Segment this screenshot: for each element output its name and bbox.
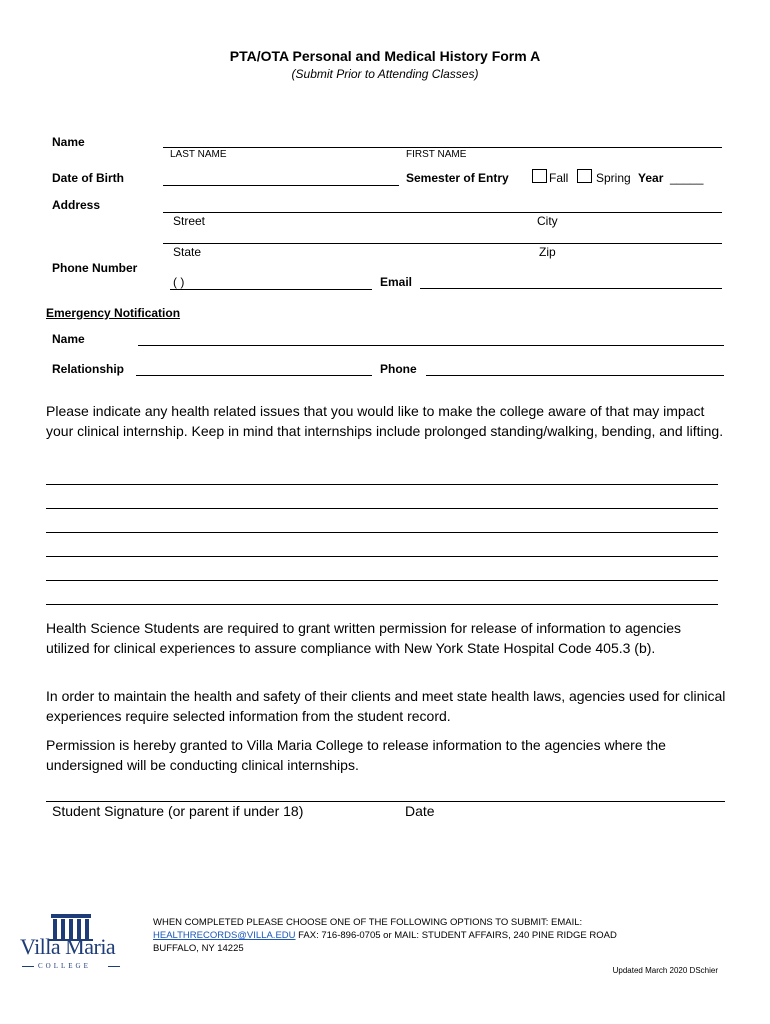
- villa-maria-logo: [18, 912, 126, 974]
- phone-area-code[interactable]: ( ): [173, 275, 185, 289]
- signature-line[interactable]: [46, 801, 725, 802]
- logo-name: Villa Maria: [20, 934, 116, 959]
- health-records-email-link[interactable]: HEALTHRECORDS@VILLA.EDU: [153, 930, 296, 941]
- health-answer-line-1[interactable]: [46, 484, 718, 485]
- semester-label: Semester of Entry: [406, 171, 509, 185]
- year-label: Year: [638, 171, 664, 185]
- last-name-caption: LAST NAME: [170, 149, 227, 160]
- release-paragraph-2: In order to maintain the health and safety of their clients and meet state health laws, agencies used for clinical experiences require selected information from the student record.: [46, 688, 726, 724]
- logo-rule-right: [108, 966, 120, 967]
- fall-checkbox[interactable]: [532, 169, 547, 183]
- student-signature-label: Student Signature (or parent if under 18): [52, 803, 304, 819]
- zip-caption: Zip: [539, 245, 556, 259]
- logo-rule-left: [22, 966, 34, 967]
- release-paragraph-1: Health Science Students are required to grant written permission for release of information to agencies utilized for clinical experiences to assure compliance with New York State Hospital Code 405.3 (b).: [46, 620, 682, 656]
- release-paragraph-3: Permission is hereby granted to Villa Maria College to release information to the agencies where the undersigned will be conducting clinical internships.: [46, 737, 666, 773]
- form-subtitle: (Submit Prior to Attending Classes): [291, 67, 479, 81]
- footer-city: BUFFALO, NY 14225: [153, 943, 244, 954]
- health-answer-line-6[interactable]: [46, 604, 718, 605]
- emergency-phone-line[interactable]: [426, 375, 724, 376]
- spring-checkbox[interactable]: [577, 169, 592, 183]
- emergency-heading: Emergency Notification: [46, 306, 181, 320]
- address-label: Address: [52, 198, 101, 212]
- email-field-line[interactable]: [420, 288, 722, 289]
- phone-field-line[interactable]: [170, 289, 372, 290]
- name-label: Name: [52, 135, 85, 149]
- footer-fax-mail: FAX: 716-896-0705 or MAIL: STUDENT AFFAIRS, 240 PINE RIDGE ROAD: [295, 930, 617, 941]
- footer-instructions: WHEN COMPLETED PLEASE CHOOSE ONE OF THE FOLLOWING OPTIONS TO SUBMIT: EMAIL:: [153, 917, 583, 928]
- health-answer-line-2[interactable]: [46, 508, 718, 509]
- relationship-label: Relationship: [52, 362, 125, 376]
- logo-college-row: [22, 962, 122, 972]
- emergency-name-label: Name: [52, 332, 85, 346]
- spring-label: Spring: [596, 171, 631, 185]
- street-city-line[interactable]: [163, 212, 722, 213]
- dob-label: Date of Birth: [52, 171, 124, 185]
- relationship-line[interactable]: [136, 375, 372, 376]
- footer-contact-line: [153, 929, 617, 942]
- health-answer-line-4[interactable]: [46, 556, 718, 557]
- health-answer-line-3[interactable]: [46, 532, 718, 533]
- emergency-phone-label: Phone: [380, 362, 417, 376]
- state-caption: State: [173, 245, 202, 259]
- logo-college: COLLEGE: [38, 962, 91, 970]
- health-prompt: Please indicate any health related issues that you would like to make the college aware of that may impact your clinical internship. Keep in mind that internships include prolonged standing/walking, bending, and lifting.: [46, 403, 724, 439]
- fall-label: Fall: [549, 171, 569, 185]
- name-field-line[interactable]: [163, 147, 722, 148]
- street-caption: Street: [173, 214, 206, 228]
- dob-field-line[interactable]: [163, 185, 399, 186]
- emergency-name-line[interactable]: [138, 345, 724, 346]
- date-label: Date: [405, 803, 435, 819]
- form-title: PTA/OTA Personal and Medical History Form A: [229, 48, 541, 64]
- phone-number-label: Phone Number: [52, 261, 138, 275]
- email-label: Email: [380, 275, 413, 289]
- state-zip-line[interactable]: [163, 243, 722, 244]
- city-caption: City: [537, 214, 558, 228]
- health-answer-line-5[interactable]: [46, 580, 718, 581]
- first-name-caption: FIRST NAME: [406, 149, 467, 160]
- updated-note: Updated March 2020 DSchier: [612, 966, 718, 975]
- year-blank[interactable]: _____: [670, 171, 704, 185]
